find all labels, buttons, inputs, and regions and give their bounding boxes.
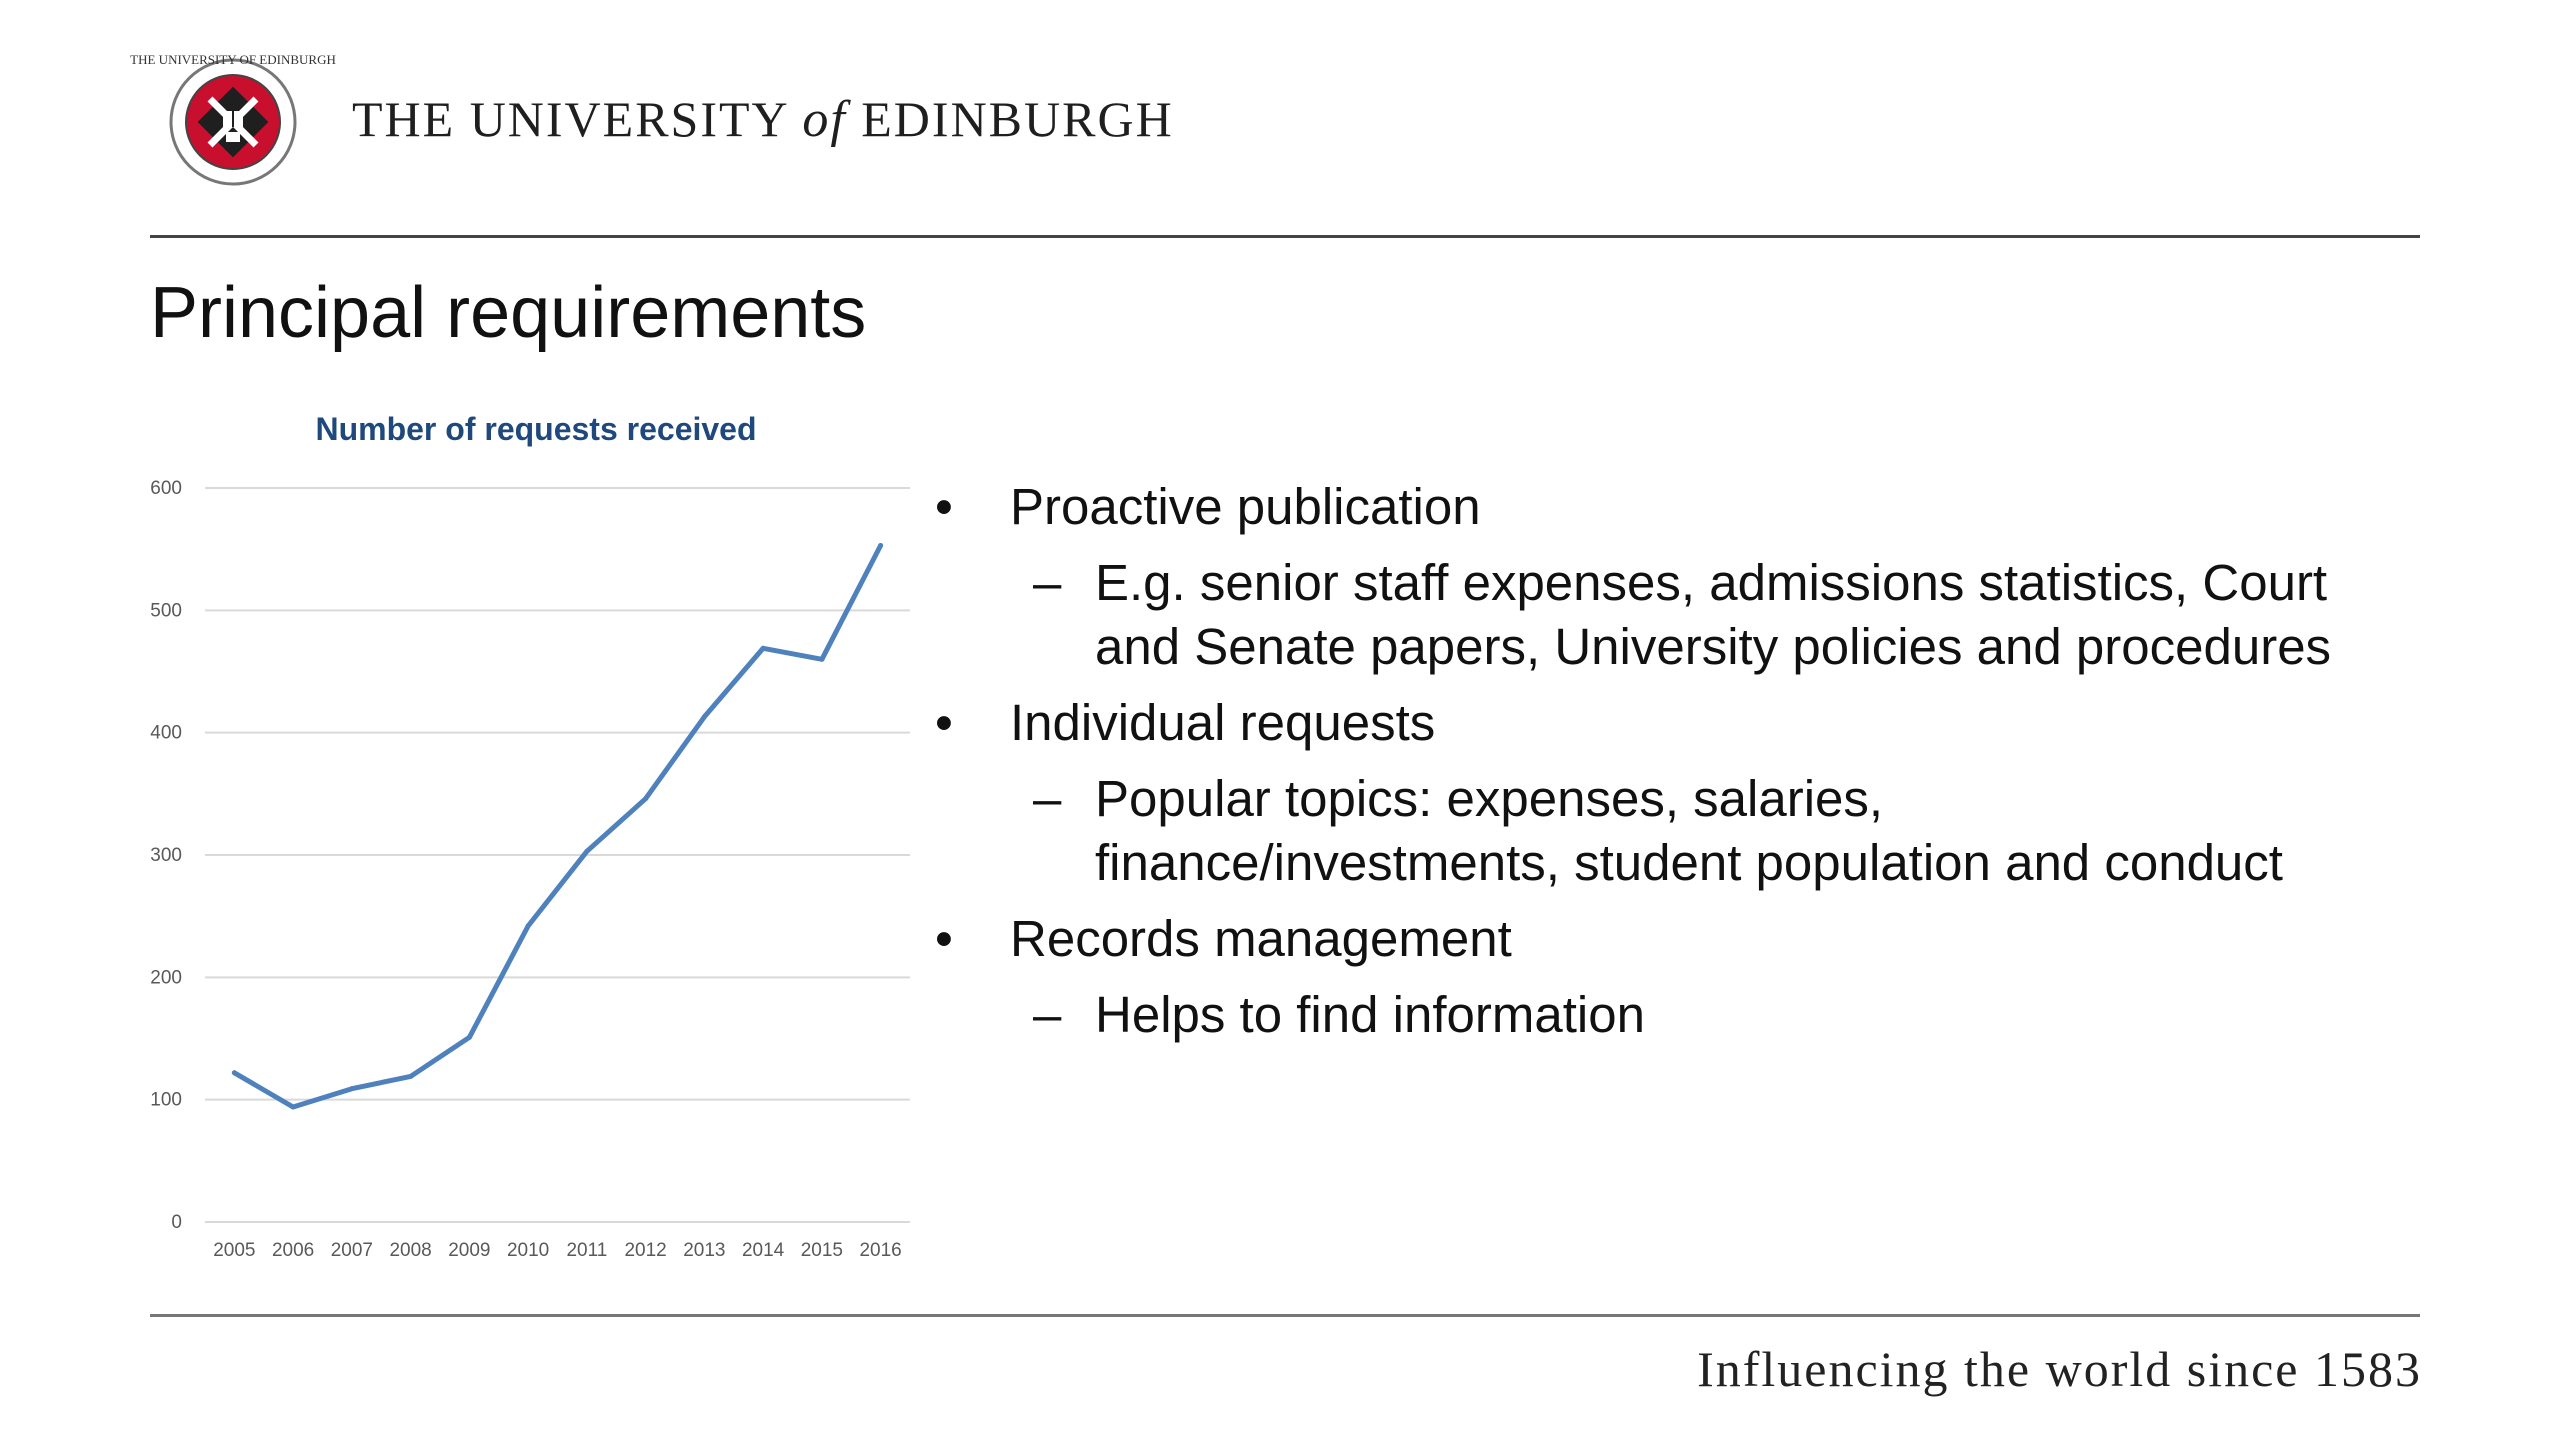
svg-text:THE UNIVERSITY OF EDINBURGH: THE UNIVERSITY OF EDINBURGH xyxy=(130,52,336,67)
data-point xyxy=(526,923,531,928)
data-point xyxy=(702,714,707,719)
x-tick-label: 2006 xyxy=(271,1240,315,1261)
slide-title: Principal requirements xyxy=(150,273,867,353)
header-divider xyxy=(150,235,2420,238)
x-tick-label: 2007 xyxy=(330,1240,374,1261)
y-tick-label: 200 xyxy=(150,967,182,989)
x-tick-label: 2011 xyxy=(566,1240,608,1261)
sub-bullet: – Popular topics: expenses, salaries, finance/investments, student population and conduct xyxy=(1033,770,2283,891)
x-tick-label: 2012 xyxy=(624,1240,667,1261)
y-tick-label: 100 xyxy=(150,1089,182,1111)
data-point xyxy=(349,1086,354,1091)
x-tick-label: 2016 xyxy=(859,1240,902,1261)
footer-tagline: Influencing the world since 1583 xyxy=(1697,1341,2422,1397)
data-point xyxy=(761,646,766,651)
data-point xyxy=(643,796,648,801)
y-tick-label: 600 xyxy=(150,478,182,499)
x-tick-label: 2010 xyxy=(506,1240,550,1261)
x-tick-label: 2009 xyxy=(448,1240,491,1261)
bullet-list xyxy=(935,475,2455,1047)
series-line xyxy=(234,546,880,1108)
requests-line-chart xyxy=(120,400,940,1280)
sub-bullet: – Helps to find information xyxy=(1033,986,1645,1043)
data-point xyxy=(291,1105,296,1110)
x-tick-label: 2014 xyxy=(741,1240,785,1261)
bullet-records-management: • Records management xyxy=(935,907,2455,971)
data-point xyxy=(878,543,883,548)
chart-title: Number of requests received xyxy=(315,411,757,447)
bullet-individual-requests: • Individual requests xyxy=(935,691,2455,755)
y-tick-label: 0 xyxy=(171,1212,182,1233)
data-point xyxy=(232,1070,237,1075)
x-tick-label: 2005 xyxy=(213,1240,256,1261)
data-point xyxy=(584,849,589,854)
sub-bullet: – E.g. senior staff expenses, admissions statistics, Court and Senate papers, University policies and procedures xyxy=(1033,554,2332,675)
data-point xyxy=(467,1035,472,1040)
x-tick-label: 2015 xyxy=(800,1240,844,1261)
data-point xyxy=(819,657,824,662)
y-tick-label: 300 xyxy=(150,845,182,866)
x-tick-label: 2008 xyxy=(389,1240,432,1261)
footer-divider xyxy=(150,1314,2420,1317)
y-tick-label: 400 xyxy=(150,722,182,744)
data-point xyxy=(408,1074,413,1079)
y-tick-label: 500 xyxy=(150,600,182,622)
university-crest-icon xyxy=(130,50,336,195)
bullet-proactive-publication: • Proactive publication xyxy=(935,475,2455,539)
x-tick-label: 2013 xyxy=(683,1240,726,1261)
university-name: THE UNIVERSITY of EDINBURGH xyxy=(352,91,1174,148)
